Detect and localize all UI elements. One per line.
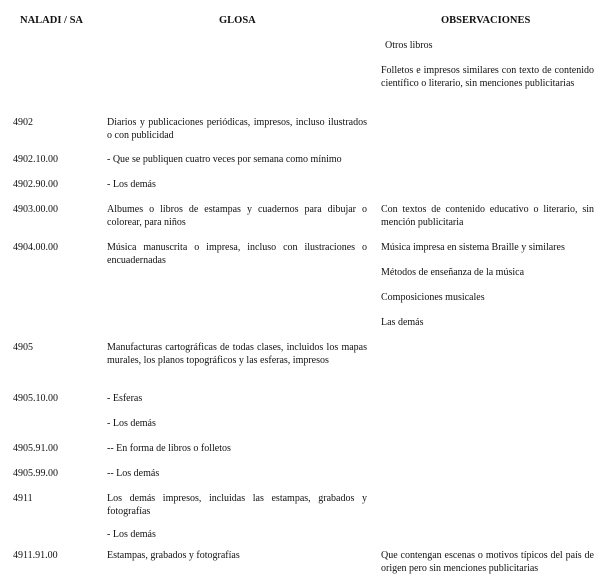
glosa-cell: Música manuscrita o impresa, incluso con ilustraciones o encuadernadas xyxy=(107,242,367,266)
glosa-cell: Estampas, grabados y fotografías xyxy=(107,550,240,561)
naladi-code: 4902 xyxy=(13,117,33,128)
naladi-code: 4911 xyxy=(13,493,33,504)
naladi-code: 4904.00.00 xyxy=(13,242,58,253)
observaciones-cell xyxy=(381,550,594,575)
glosa-cell: - Los demás xyxy=(107,418,156,429)
glosa-cell: - Esferas xyxy=(107,393,143,404)
header-observaciones: OBSERVACIONES xyxy=(441,15,531,26)
glosa-cell: -- En forma de libros o folletos xyxy=(107,443,231,454)
observacion-item: Que contengan escenas o motivos típicos del país de origen pero sin menciones publicitarias xyxy=(381,550,594,574)
naladi-code: 4903.00.00 xyxy=(13,204,58,215)
observaciones-cell xyxy=(381,40,594,90)
naladi-code: 4911.91.00 xyxy=(13,550,58,561)
observacion-item: Música impresa en sistema Braille y similares xyxy=(381,242,565,253)
naladi-code: 4905.99.00 xyxy=(13,468,58,479)
naladi-code: 4905.91.00 xyxy=(13,443,58,454)
header-glosa: GLOSA xyxy=(219,15,256,26)
glosa-cell: Albumes o libros de estampas y cuadernos para dibujar o colorear, para niños xyxy=(107,204,367,228)
naladi-code: 4902.10.00 xyxy=(13,154,58,165)
glosa-cell: Diarios y publicaciones periódicas, impresos, incluso ilustrados o con publicidad xyxy=(107,117,367,141)
naladi-code: 4902.90.00 xyxy=(13,179,58,190)
glosa-cell: Los demás impresos, incluidas las estampas, grabados y fotografías xyxy=(107,493,367,517)
glosa-cell: -- Los demás xyxy=(107,468,160,479)
observaciones-cell xyxy=(381,204,594,229)
observacion-item: Con textos de contenido educativo o literario, sin mención publicitaria xyxy=(381,204,594,228)
glosa-cell: Manufacturas cartográficas de todas clases, incluidos los mapas murales, los planos topográficos y las esferas, impresos xyxy=(107,342,367,366)
observacion-item: Composiciones musicales xyxy=(381,292,485,303)
observacion-item: Las demás xyxy=(381,317,424,328)
glosa-cell: - Los demás xyxy=(107,529,156,540)
observacion-item: Otros libros xyxy=(385,40,433,51)
header-naladi-sa: NALADI / SA xyxy=(20,15,84,26)
observaciones-cell xyxy=(381,242,594,330)
naladi-code: 4905 xyxy=(13,342,33,353)
glosa-cell: - Los demás xyxy=(107,179,156,190)
naladi-code: 4905.10.00 xyxy=(13,393,58,404)
observacion-item: Métodos de enseñanza de la música xyxy=(381,267,525,278)
glosa-cell: - Que se publiquen cuatro veces por semana como mínimo xyxy=(107,154,342,165)
observacion-item: Folletos e impresos similares con texto de contenido científico o literario, sin menciones publicitarias xyxy=(381,65,594,89)
